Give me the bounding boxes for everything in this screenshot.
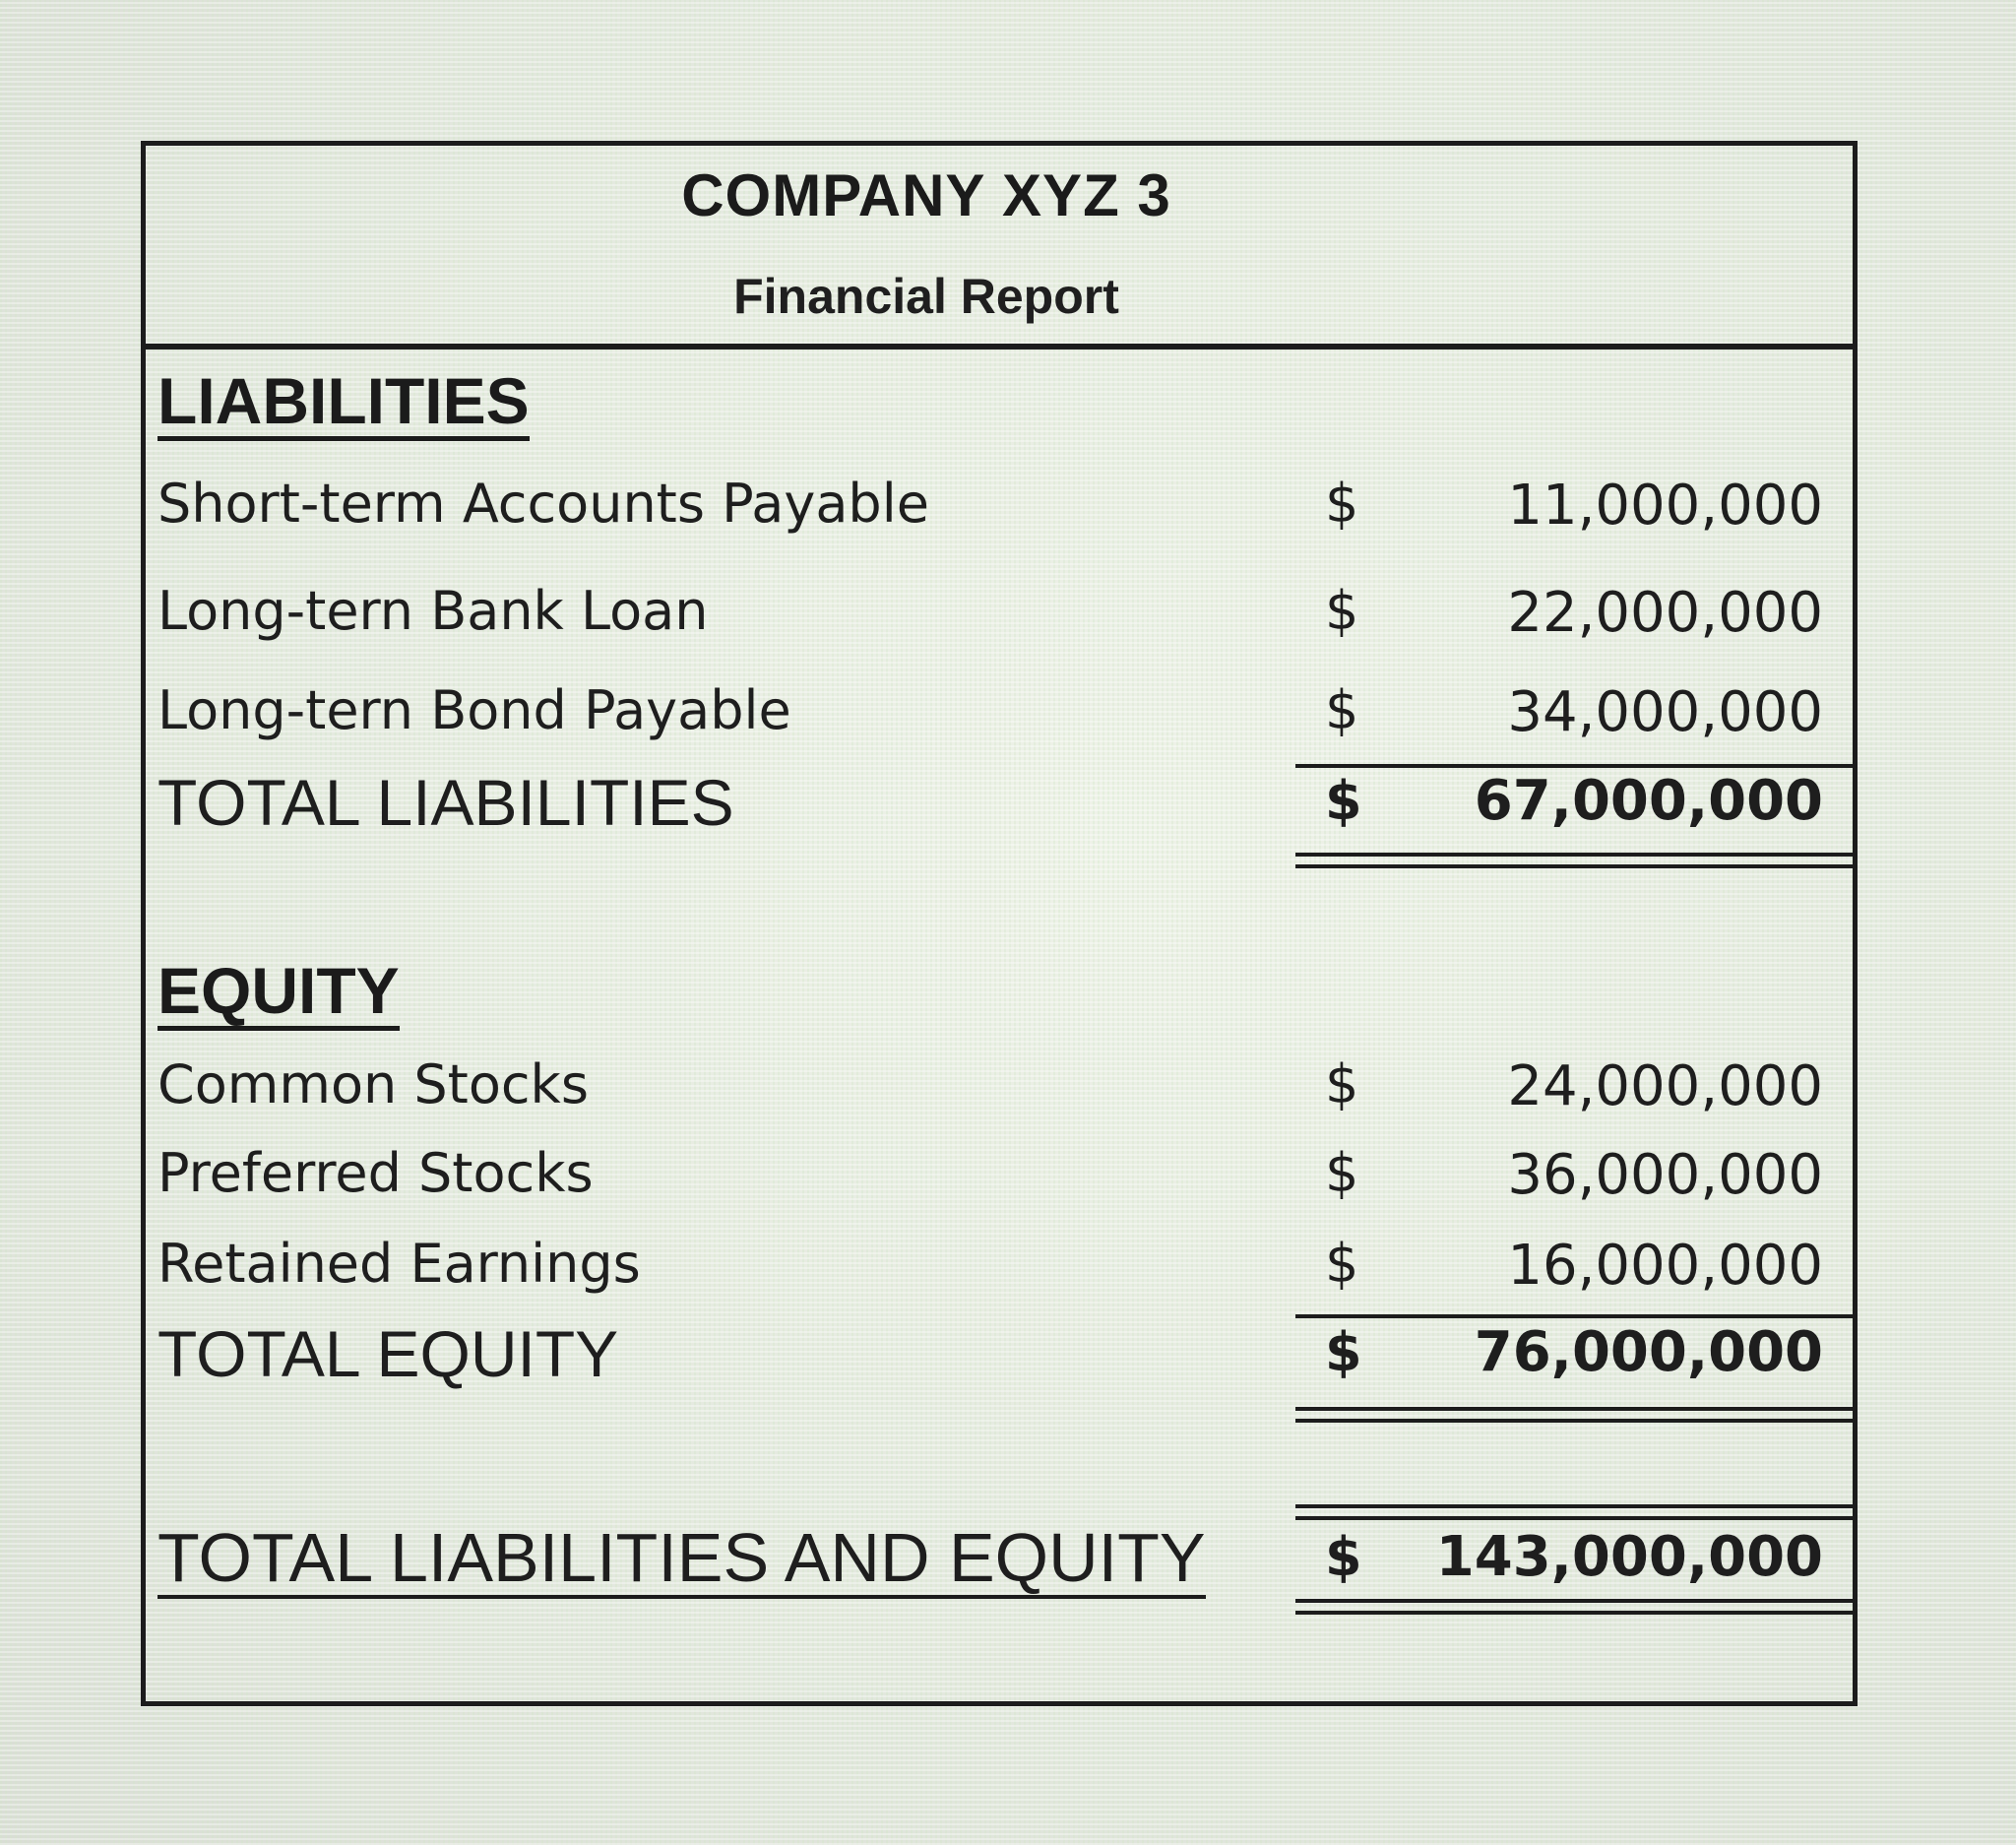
liability-currency-short-term-ap: $ bbox=[1325, 473, 1359, 535]
financial-report-sheet bbox=[141, 141, 1858, 1706]
liability-label-bank-loan: Long-tern Bank Loan bbox=[158, 580, 709, 642]
equity-label-common-stocks: Common Stocks bbox=[158, 1053, 589, 1115]
equity-amount-retained-earnings: 16,000,000 bbox=[1507, 1234, 1823, 1298]
liability-currency-bank-loan: $ bbox=[1325, 580, 1359, 642]
equity-label-retained-earnings: Retained Earnings bbox=[158, 1233, 641, 1295]
total-liabilities-amount: 67,000,000 bbox=[1474, 769, 1823, 833]
equity-currency-common-stocks: $ bbox=[1325, 1053, 1359, 1115]
company-name: COMPANY XYZ 3 bbox=[681, 162, 1171, 228]
liability-label-short-term-ap: Short-term Accounts Payable bbox=[158, 473, 929, 535]
liability-amount-short-term-ap: 11,000,000 bbox=[1507, 474, 1823, 538]
liability-amount-bank-loan: 22,000,000 bbox=[1507, 581, 1823, 645]
grand-total-top-double-rule bbox=[1295, 1504, 1855, 1520]
liability-amount-bond-payable: 34,000,000 bbox=[1507, 680, 1823, 744]
grand-total-amount: 143,000,000 bbox=[1435, 1525, 1823, 1589]
equity-currency-retained-earnings: $ bbox=[1325, 1233, 1359, 1295]
report-subtitle: Financial Report bbox=[733, 269, 1119, 324]
total-equity-amount: 76,000,000 bbox=[1474, 1320, 1823, 1384]
liability-label-bond-payable: Long-tern Bond Payable bbox=[158, 679, 791, 741]
total-equity-label: TOTAL EQUITY bbox=[158, 1317, 619, 1390]
liability-currency-bond-payable: $ bbox=[1325, 679, 1359, 741]
equity-amount-common-stocks: 24,000,000 bbox=[1507, 1054, 1823, 1118]
equity-amount-preferred-stocks: 36,000,000 bbox=[1507, 1143, 1823, 1207]
grand-total-bottom-double-rule bbox=[1295, 1599, 1855, 1615]
total-liabilities-label: TOTAL LIABILITIES bbox=[158, 766, 734, 839]
liabilities-subtotal-rule bbox=[1295, 764, 1855, 768]
grand-total-currency: $ bbox=[1325, 1526, 1362, 1588]
total-equity-currency: $ bbox=[1325, 1321, 1362, 1383]
total-liabilities-currency: $ bbox=[1325, 770, 1362, 832]
grand-total-label: TOTAL LIABILITIES AND EQUITY bbox=[158, 1520, 1206, 1599]
equity-currency-preferred-stocks: $ bbox=[1325, 1142, 1359, 1204]
equity-total-double-rule bbox=[1295, 1407, 1855, 1423]
equity-subtotal-rule bbox=[1295, 1314, 1855, 1318]
report-header bbox=[146, 146, 1853, 350]
equity-label-preferred-stocks: Preferred Stocks bbox=[158, 1142, 594, 1204]
liabilities-heading: LIABILITIES bbox=[158, 368, 530, 441]
liabilities-total-double-rule bbox=[1295, 853, 1855, 868]
equity-heading: EQUITY bbox=[158, 958, 400, 1031]
